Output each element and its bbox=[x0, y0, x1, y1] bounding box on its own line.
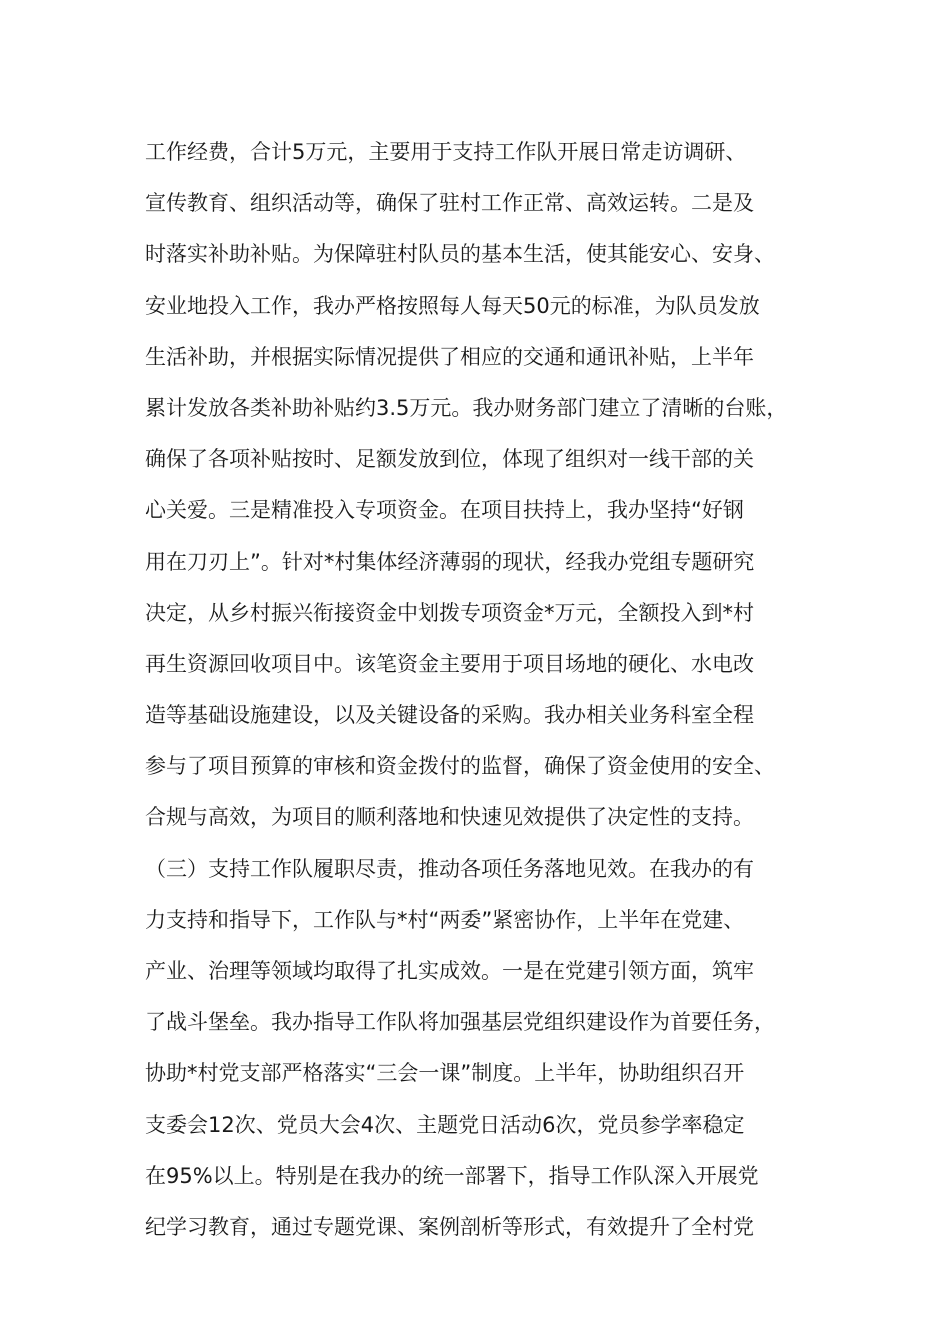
text-line: 纪学习教育，通过专题党课、案例剖析等形式，有效提升了全村党 bbox=[145, 1214, 754, 1239]
text-line: 力支持和指导下，工作队与*村“两委”紧密协作，上半年在党建、 bbox=[145, 907, 745, 932]
text-line: 造等基础设施建设，以及关键设备的采购。我办相关业务科室全程 bbox=[145, 703, 754, 728]
text-line: 累计发放各类补助补贴约3.5万元。我办财务部门建立了清晰的台账， bbox=[145, 395, 788, 420]
text-line: 安业地投入工作，我办严格按照每人每天50元的标准，为队员发放 bbox=[145, 293, 760, 318]
text-line: 确保了各项补贴按时、足额发放到位，体现了组织对一线干部的关 bbox=[145, 447, 754, 472]
text-line: 宣传教育、组织活动等，确保了驻村工作正常、高效运转。二是及 bbox=[145, 191, 754, 216]
text-line: 决定，从乡村振兴衔接资金中划拨专项资金*万元，全额投入到*村 bbox=[145, 600, 754, 625]
text-line: 生活补助，并根据实际情况提供了相应的交通和通讯补贴，上半年 bbox=[145, 344, 754, 369]
text-line: 用在刀刃上”。针对*村集体经济薄弱的现状，经我办党组专题研究 bbox=[145, 549, 755, 574]
text-line: 工作经费，合计5万元，主要用于支持工作队开展日常走访调研、 bbox=[145, 140, 747, 164]
text-line: 再生资源回收项目中。该笔资金主要用于项目场地的硬化、水电改 bbox=[145, 651, 754, 676]
body-text bbox=[145, 127, 845, 1253]
text-line: 产业、治理等领域均取得了扎实成效。一是在党建引领方面，筑牢 bbox=[145, 959, 754, 983]
text-line: 支委会12次、党员大会4次、主题党日活动6次，党员参学率稳定 bbox=[145, 1112, 745, 1137]
text-line: 时落实补助补贴。为保障驻村队员的基本生活，使其能安心、安身、 bbox=[145, 242, 775, 267]
text-line: 参与了项目预算的审核和资金拨付的监督，确保了资金使用的安全、 bbox=[145, 754, 775, 779]
section-heading-line: （三）支持工作队履职尽责，推动各项任务落地见效。在我办的有 bbox=[145, 856, 754, 881]
text-line: 在95%以上。特别是在我办的统一部署下，指导工作队深入开展党 bbox=[145, 1163, 759, 1188]
text-line: 心关爱。三是精准投入专项资金。在项目扶持上，我办坚持“好钢 bbox=[145, 498, 744, 523]
text-line: 合规与高效，为项目的顺利落地和快速见效提供了决定性的支持。 bbox=[145, 805, 754, 830]
text-line: 了战斗堡垒。我办指导工作队将加强基层党组织建设作为首要任务， bbox=[145, 1010, 775, 1035]
text-line: 协助*村党支部严格落实“三会一课”制度。上半年，协助组织召开 bbox=[145, 1061, 745, 1086]
